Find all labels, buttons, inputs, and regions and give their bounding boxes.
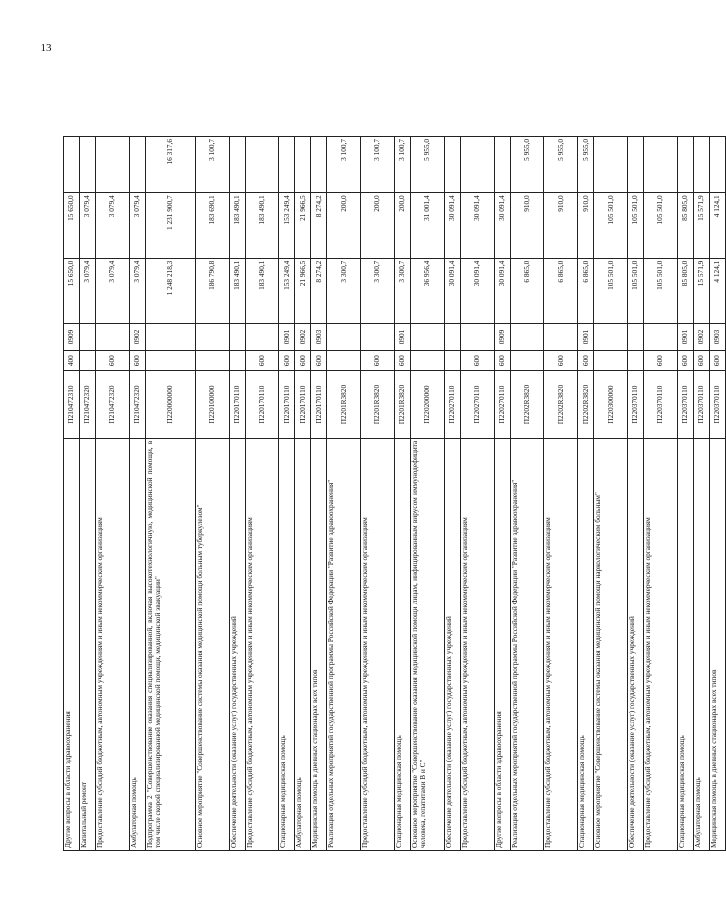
row-section: [460, 323, 494, 350]
row-expense-type: 600: [96, 351, 130, 371]
row-target-code: П220170110: [245, 371, 279, 439]
row-expense-type: 600: [644, 351, 678, 371]
row-expense-type: 600: [129, 351, 145, 371]
table-row: [195, 137, 229, 851]
row-expense-type: 600: [460, 351, 494, 371]
row-target-code: П220170110: [295, 371, 311, 439]
row-target-code: П210472320: [80, 371, 96, 439]
row-name: Стационарная медицинская помощь: [677, 438, 693, 850]
row-amount-federal: [279, 137, 295, 193]
row-amount-federal: [245, 137, 279, 193]
row-amount-federal: [677, 137, 693, 193]
row-target-code: П220170110: [279, 371, 295, 439]
row-target-code: П2202R3820: [510, 371, 544, 439]
row-amount-total: 3 300,7: [395, 258, 411, 323]
row-amount-federal: [129, 137, 145, 193]
row-name: Предоставление субсидий бюджетным, автономным учреждениям и иным некоммерческим организациям: [96, 438, 130, 850]
row-target-code: П220200000: [411, 371, 445, 439]
row-section: [628, 323, 644, 350]
row-amount-total: 6 865,0: [510, 258, 544, 323]
row-expense-type: 600: [693, 351, 709, 371]
row-expense-type: [411, 351, 445, 371]
row-name: Амбулаторная помощь: [295, 438, 311, 850]
row-name: Реализация отдельных мероприятий государственной программы Российской Федерации "Развитие здравоохранения": [510, 438, 544, 850]
row-amount-regional: 30 091,4: [444, 193, 460, 258]
row-section: [510, 323, 544, 350]
table-row: [494, 137, 510, 851]
row-expense-type: [195, 351, 229, 371]
row-amount-total: 186 790,8: [195, 258, 229, 323]
row-amount-regional: 31 001,4: [411, 193, 445, 258]
row-name: Реализация отдельных мероприятий государственной программы Российской Федерации "Развитие здравоохранения": [327, 438, 361, 850]
row-target-code: П2202R3820: [544, 371, 578, 439]
row-amount-regional: 1 231 900,7: [145, 193, 195, 258]
row-target-code: П220000000: [145, 371, 195, 439]
table-row: [279, 137, 295, 851]
row-target-code: П210472320: [129, 371, 145, 439]
row-expense-type: 600: [279, 351, 295, 371]
row-expense-type: 600: [311, 351, 327, 371]
row-amount-total: 4 124,1: [709, 258, 725, 323]
row-amount-federal: [628, 137, 644, 193]
row-section: [644, 323, 678, 350]
row-amount-regional: 105 501,0: [644, 193, 678, 258]
row-amount-federal: [709, 137, 725, 193]
row-section: 0901: [677, 323, 693, 350]
row-expense-type: 600: [544, 351, 578, 371]
row-amount-regional: 183 690,1: [195, 193, 229, 258]
row-amount-federal: [444, 137, 460, 193]
row-amount-total: 3 079,4: [80, 258, 96, 323]
row-amount-regional: 200,0: [327, 193, 361, 258]
row-target-code: П2201R3820: [361, 371, 395, 439]
table-row: [444, 137, 460, 851]
row-section: [361, 323, 395, 350]
row-section: 0901: [279, 323, 295, 350]
row-amount-total: 6 865,0: [544, 258, 578, 323]
row-name: Амбулаторная помощь: [693, 438, 709, 850]
row-amount-regional: 105 501,0: [594, 193, 628, 258]
row-target-code: П220270110: [494, 371, 510, 439]
row-amount-total: 36 956,4: [411, 258, 445, 323]
row-section: 0902: [693, 323, 709, 350]
row-target-code: П220170110: [229, 371, 245, 439]
page-number: 13: [40, 42, 52, 54]
table-row: [578, 137, 594, 851]
row-section: [444, 323, 460, 350]
row-amount-total: 105 501,0: [628, 258, 644, 323]
row-name: Обеспечение деятельности (оказание услуг) государственных учреждений: [444, 438, 460, 850]
row-section: 0902: [295, 323, 311, 350]
row-amount-total: 21 966,5: [295, 258, 311, 323]
row-amount-total: 30 091,4: [494, 258, 510, 323]
row-amount-federal: [96, 137, 130, 193]
row-expense-type: [145, 351, 195, 371]
row-amount-federal: [460, 137, 494, 193]
table-row: [544, 137, 578, 851]
row-amount-federal: 16 317,6: [145, 137, 195, 193]
table-row: [693, 137, 709, 851]
row-expense-type: 400: [64, 351, 80, 371]
row-amount-federal: [494, 137, 510, 193]
row-section: 0902: [129, 323, 145, 350]
row-section: [229, 323, 245, 350]
row-target-code: П220370110: [709, 371, 725, 439]
row-name: Стационарная медицинская помощь: [578, 438, 594, 850]
row-amount-regional: 30 091,4: [460, 193, 494, 258]
table-row: [311, 137, 327, 851]
row-amount-total: 3 079,4: [96, 258, 130, 323]
row-amount-regional: 200,0: [361, 193, 395, 258]
row-section: 0903: [311, 323, 327, 350]
row-amount-total: 3 300,7: [327, 258, 361, 323]
row-target-code: П210472320: [96, 371, 130, 439]
row-amount-regional: 153 249,4: [279, 193, 295, 258]
row-section: 0903: [709, 323, 725, 350]
row-section: [411, 323, 445, 350]
row-amount-regional: 200,0: [395, 193, 411, 258]
row-amount-regional: 105 501,0: [628, 193, 644, 258]
table-row: [709, 137, 725, 851]
row-name: Капитальный ремонт: [80, 438, 96, 850]
row-amount-regional: 910,0: [578, 193, 594, 258]
row-target-code: П220300000: [594, 371, 628, 439]
row-amount-federal: [295, 137, 311, 193]
row-amount-federal: [64, 137, 80, 193]
row-name: Обеспечение деятельности (оказание услуг) государственных учреждений: [628, 438, 644, 850]
row-expense-type: [444, 351, 460, 371]
row-target-code: П220270110: [444, 371, 460, 439]
row-amount-regional: 3 079,4: [96, 193, 130, 258]
row-name: Другие вопросы в области здравоохранения: [494, 438, 510, 850]
row-name: Стационарная медицинская помощь: [395, 438, 411, 850]
row-name: Предоставление субсидий бюджетным, автономным учреждениям и иным некоммерческим организациям: [460, 438, 494, 850]
row-amount-total: 183 490,1: [245, 258, 279, 323]
row-section: [544, 323, 578, 350]
row-name: Основное мероприятие "Совершенствование оказания медицинской помощи лицам, инфицированным вирусом иммунодефицита человека, гепатитами В и С": [411, 438, 445, 850]
row-amount-regional: 15 650,0: [64, 193, 80, 258]
row-name: Амбулаторная помощь: [129, 438, 145, 850]
row-amount-federal: [693, 137, 709, 193]
row-expense-type: [628, 351, 644, 371]
row-amount-federal: [229, 137, 245, 193]
row-amount-federal: 5 955,0: [510, 137, 544, 193]
row-section: 0909: [64, 323, 80, 350]
row-amount-federal: 3 100,7: [327, 137, 361, 193]
row-amount-regional: 910,0: [544, 193, 578, 258]
row-section: [594, 323, 628, 350]
row-section: 0909: [494, 323, 510, 350]
row-expense-type: 600: [361, 351, 395, 371]
row-amount-regional: 21 966,5: [295, 193, 311, 258]
row-amount-federal: 5 955,0: [578, 137, 594, 193]
row-amount-federal: 5 955,0: [544, 137, 578, 193]
table-row: [460, 137, 494, 851]
row-amount-total: 183 490,1: [229, 258, 245, 323]
row-amount-total: 85 805,0: [677, 258, 693, 323]
table-row: [145, 137, 195, 851]
row-name: Медицинская помощь в дневных стационарах всех типов: [311, 438, 327, 850]
row-name: Стационарная медицинская помощь: [279, 438, 295, 850]
row-amount-total: 105 501,0: [644, 258, 678, 323]
table-row: [64, 137, 80, 851]
row-amount-regional: 85 805,0: [677, 193, 693, 258]
row-name: Предоставление субсидий бюджетным, автономным учреждениям и иным некоммерческим организациям: [245, 438, 279, 850]
table-row: [644, 137, 678, 851]
row-amount-federal: [80, 137, 96, 193]
row-target-code: П220370110: [677, 371, 693, 439]
row-expense-type: [229, 351, 245, 371]
row-name: Предоставление субсидий бюджетным, автономным учреждениям и иным некоммерческим организациям: [361, 438, 395, 850]
row-name: Основное мероприятие "Совершенствование системы оказания медицинской помощи наркологическим больным": [594, 438, 628, 850]
table-row: [129, 137, 145, 851]
row-section: 0901: [395, 323, 411, 350]
table-row: [361, 137, 395, 851]
row-amount-regional: 3 079,4: [80, 193, 96, 258]
row-target-code: П220100000: [195, 371, 229, 439]
row-amount-federal: [594, 137, 628, 193]
row-expense-type: [510, 351, 544, 371]
budget-table: [63, 136, 726, 851]
row-target-code: П220170110: [311, 371, 327, 439]
row-name: Предоставление субсидий бюджетным, автономным учреждениям и иным некоммерческим организациям: [644, 438, 678, 850]
row-amount-federal: 3 100,7: [361, 137, 395, 193]
row-target-code: П220370110: [693, 371, 709, 439]
table-row: [594, 137, 628, 851]
table-row: [395, 137, 411, 851]
table-row: [411, 137, 445, 851]
row-amount-total: 6 865,0: [578, 258, 594, 323]
row-target-code: П210472310: [64, 371, 80, 439]
row-section: [80, 323, 96, 350]
row-amount-federal: 3 100,7: [195, 137, 229, 193]
row-target-code: П220370110: [628, 371, 644, 439]
row-section: 0901: [578, 323, 594, 350]
table-row: [96, 137, 130, 851]
row-name: Медицинская помощь в дневных стационарах всех типов: [709, 438, 725, 850]
row-expense-type: 600: [494, 351, 510, 371]
row-amount-total: 30 091,4: [460, 258, 494, 323]
table-row: [245, 137, 279, 851]
table-row: [327, 137, 361, 851]
row-amount-total: 15 650,0: [64, 258, 80, 323]
row-expense-type: 600: [677, 351, 693, 371]
row-amount-federal: [644, 137, 678, 193]
row-amount-federal: [311, 137, 327, 193]
table-row: [677, 137, 693, 851]
row-amount-regional: 15 571,9: [693, 193, 709, 258]
row-section: [195, 323, 229, 350]
row-expense-type: [80, 351, 96, 371]
table-row: [295, 137, 311, 851]
row-name: Другие вопросы в области здравоохранения: [64, 438, 80, 850]
row-target-code: П2201R3820: [395, 371, 411, 439]
table-row: [229, 137, 245, 851]
row-amount-total: 3 079,4: [129, 258, 145, 323]
row-expense-type: 600: [709, 351, 725, 371]
row-amount-regional: 8 274,2: [311, 193, 327, 258]
row-amount-regional: 4 124,1: [709, 193, 725, 258]
row-amount-regional: 3 079,4: [129, 193, 145, 258]
row-amount-total: 30 091,4: [444, 258, 460, 323]
row-name: Подпрограмма 2 "Совершенствование оказания специализированной, включая высокотехнологичную, медицинской помощи, в том числе скорой специализированной медицинской помощи, медицинской эвакуации": [145, 438, 195, 850]
row-amount-federal: 3 100,7: [395, 137, 411, 193]
row-expense-type: [594, 351, 628, 371]
row-amount-total: 1 248 218,3: [145, 258, 195, 323]
row-name: Предоставление субсидий бюджетным, автономным учреждениям и иным некоммерческим организациям: [544, 438, 578, 850]
row-expense-type: 600: [295, 351, 311, 371]
row-amount-total: 15 571,9: [693, 258, 709, 323]
row-name: Обеспечение деятельности (оказание услуг) государственных учреждений: [229, 438, 245, 850]
row-amount-total: 153 249,4: [279, 258, 295, 323]
row-expense-type: 600: [578, 351, 594, 371]
row-section: [245, 323, 279, 350]
row-section: [145, 323, 195, 350]
row-name: Основное мероприятие "Совершенствование системы оказания медицинской помощи больным туберкулезом": [195, 438, 229, 850]
row-amount-regional: 183 490,1: [229, 193, 245, 258]
row-amount-total: 8 274,2: [311, 258, 327, 323]
budget-table-page: [63, 136, 722, 851]
row-amount-regional: 910,0: [510, 193, 544, 258]
row-target-code: П220270110: [460, 371, 494, 439]
table-row: [80, 137, 96, 851]
row-amount-regional: 183 490,1: [245, 193, 279, 258]
row-section: [327, 323, 361, 350]
row-expense-type: 600: [395, 351, 411, 371]
row-amount-total: 3 300,7: [361, 258, 395, 323]
row-target-code: П2202R3820: [578, 371, 594, 439]
row-amount-federal: 5 955,0: [411, 137, 445, 193]
table-row: [510, 137, 544, 851]
row-section: [96, 323, 130, 350]
row-amount-regional: 30 091,4: [494, 193, 510, 258]
row-target-code: П2201R3820: [327, 371, 361, 439]
row-target-code: П220370110: [644, 371, 678, 439]
row-expense-type: [327, 351, 361, 371]
row-amount-total: 105 501,0: [594, 258, 628, 323]
row-expense-type: 600: [245, 351, 279, 371]
table-row: [628, 137, 644, 851]
